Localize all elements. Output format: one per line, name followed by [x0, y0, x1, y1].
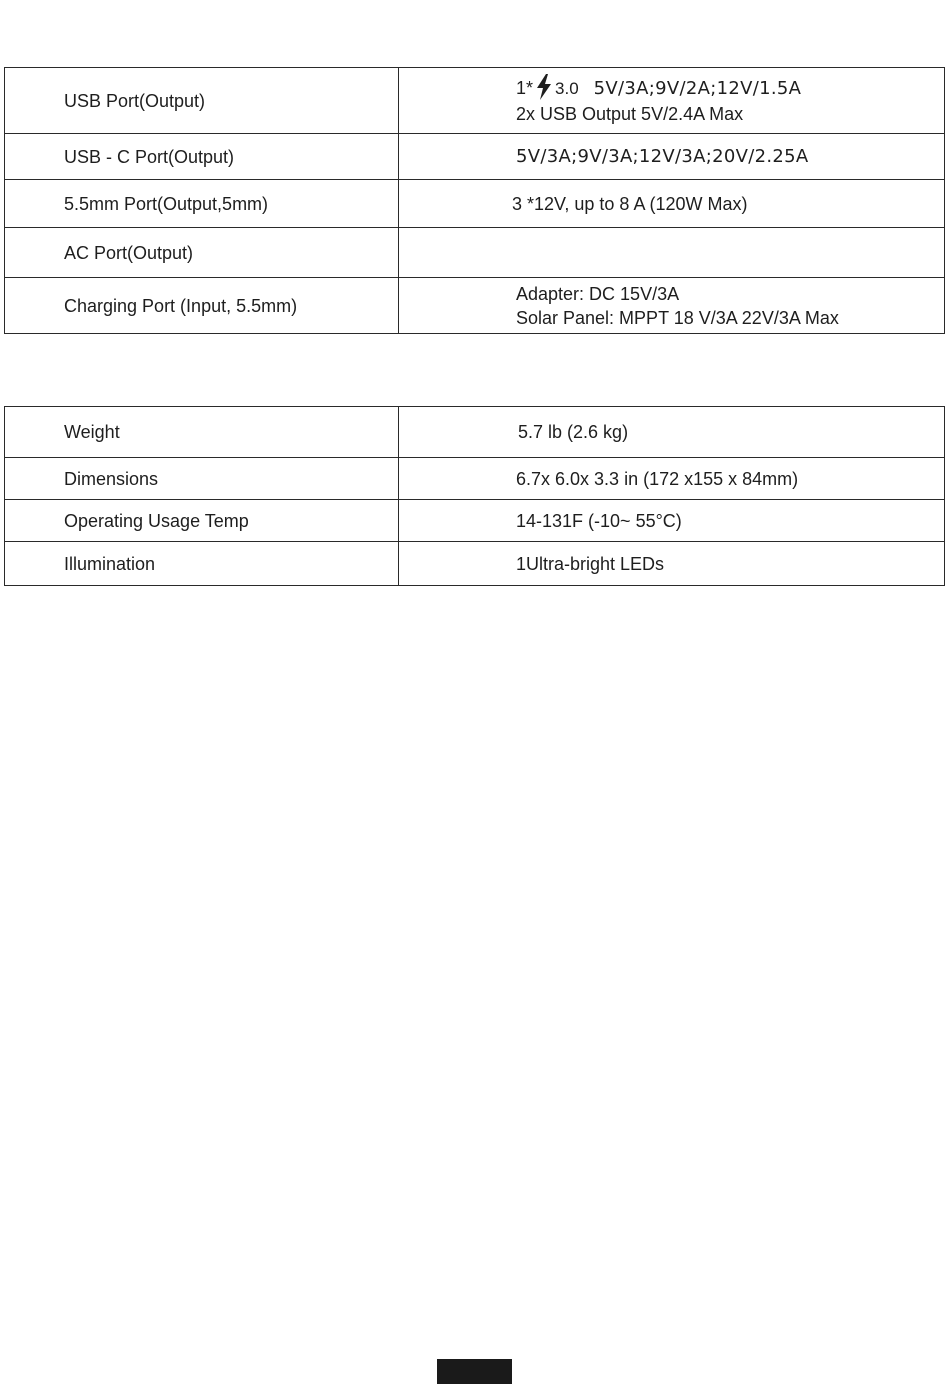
- table-row: [5, 542, 945, 586]
- physical-spec-table: [4, 406, 945, 586]
- usb-count: 1*: [516, 78, 534, 98]
- charging-solar-line: Solar Panel: MPPT 18 V/3A 22V/3A Max: [516, 307, 839, 328]
- table-row: [5, 180, 945, 228]
- lightning-bolt-icon: [535, 74, 553, 100]
- spec-value: 5V/3A;9V/3A;12V/3A;20V/2.25A: [399, 134, 945, 180]
- spec-label: Weight: [5, 407, 399, 458]
- usb-output-rating: 5V/3A;9V/2A;12V/1.5A: [593, 78, 802, 99]
- spec-value: [399, 228, 945, 278]
- ports-spec-table: [4, 67, 945, 334]
- table-row: [5, 458, 945, 500]
- table-row: [5, 278, 945, 334]
- quick-charge-version: 3.0: [555, 79, 579, 98]
- spec-label: Illumination: [5, 542, 399, 586]
- charging-adapter-line: Adapter: DC 15V/3A: [516, 283, 680, 304]
- table-row: [5, 134, 945, 180]
- spec-value: [399, 68, 945, 134]
- spec-label: 5.5mm Port(Output,5mm): [5, 180, 399, 228]
- spec-label: Operating Usage Temp: [5, 500, 399, 542]
- spec-value: 6.7x 6.0x 3.3 in (172 x155 x 84mm): [399, 458, 945, 500]
- spec-value: 1Ultra-bright LEDs: [399, 542, 945, 586]
- spec-value: 3 *12V, up to 8 A (120W Max): [399, 180, 945, 228]
- spec-label: USB - C Port(Output): [5, 134, 399, 180]
- table-row: [5, 228, 945, 278]
- table-row: [5, 68, 945, 134]
- page-number-badge: [437, 1359, 512, 1384]
- spec-value: 14-131F (-10~ 55°C): [399, 500, 945, 542]
- usb-output-line2: 2x USB Output 5V/2.4A Max: [516, 104, 744, 124]
- table-row: [5, 500, 945, 542]
- spec-value: [399, 278, 945, 334]
- spec-label: Charging Port (Input, 5.5mm): [5, 278, 399, 334]
- spec-label: AC Port(Output): [5, 228, 399, 278]
- spec-label: Dimensions: [5, 458, 399, 500]
- spec-label: USB Port(Output): [5, 68, 399, 134]
- table-row: [5, 407, 945, 458]
- spec-value: 5.7 lb (2.6 kg): [399, 407, 945, 458]
